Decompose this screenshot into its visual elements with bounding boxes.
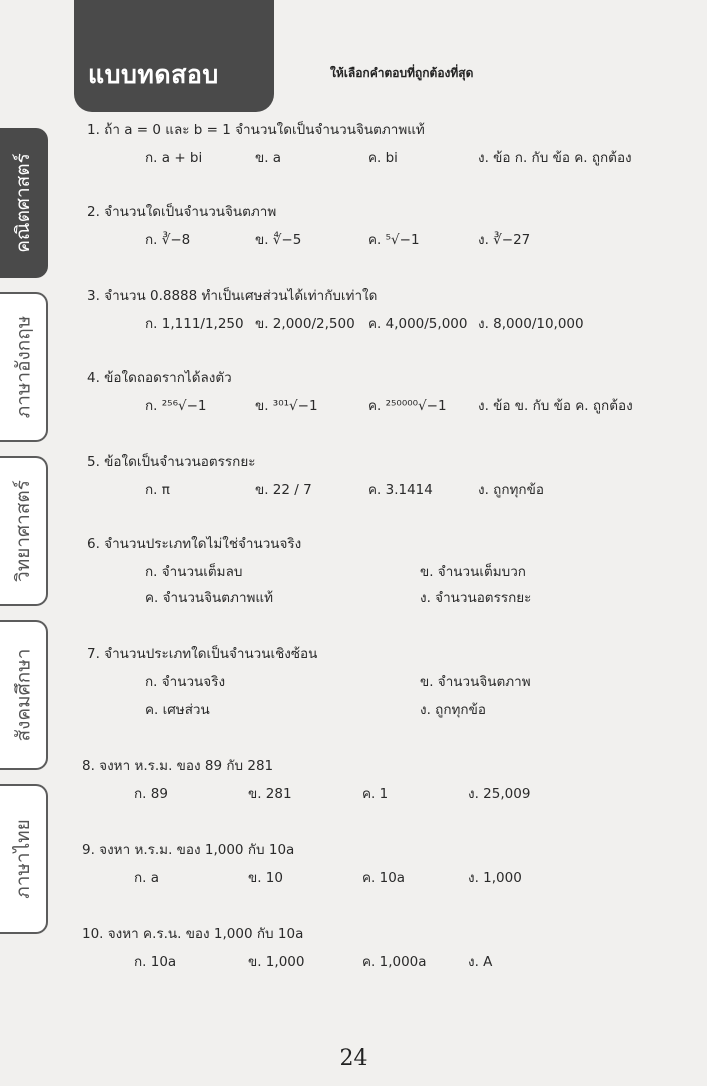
q6-option-a[interactable]: ก. จำนวนเต็มลบ bbox=[145, 564, 243, 580]
q1-option-c[interactable]: ค. bi bbox=[368, 150, 398, 166]
q7-option-b[interactable]: ข. จำนวนจินตภาพ bbox=[420, 674, 531, 690]
tab-label: ภาษาไทย bbox=[12, 819, 35, 899]
question-5: 5. ข้อใดเป็นจำนวนอตรรกยะ bbox=[87, 454, 256, 470]
tab-english[interactable] bbox=[0, 292, 48, 442]
q5-option-c[interactable]: ค. 3.1414 bbox=[368, 482, 433, 498]
question-7: 7. จำนวนประเภทใดเป็นจำนวนเชิงซ้อน bbox=[87, 646, 318, 662]
q9-option-c[interactable]: ค. 10a bbox=[362, 870, 406, 886]
q3-option-a[interactable]: ก. 1,111/1,250 bbox=[145, 316, 244, 332]
q8-option-d[interactable]: ง. 25,009 bbox=[468, 786, 531, 802]
question-2: 2. จำนวนใดเป็นจำนวนจินตภาพ bbox=[87, 204, 277, 220]
tab-thai[interactable] bbox=[0, 784, 48, 934]
q7-option-c[interactable]: ค. เศษส่วน bbox=[145, 702, 210, 718]
q10-option-c[interactable]: ค. 1,000a bbox=[362, 954, 427, 970]
q8-option-c[interactable]: ค. 1 bbox=[362, 786, 389, 802]
q10-option-d[interactable]: ง. A bbox=[468, 954, 493, 970]
question-4: 4. ข้อใดถอดรากได้ลงตัว bbox=[87, 370, 232, 386]
question-9: 9. จงหา ห.ร.ม. ของ 1,000 กับ 10a bbox=[82, 842, 295, 858]
page-number: 24 bbox=[339, 1046, 368, 1071]
question-6: 6. จำนวนประเภทใดไม่ใช่จำนวนจริง bbox=[87, 536, 302, 552]
q1-option-a[interactable]: ก. a + bi bbox=[145, 150, 203, 166]
q4-option-d[interactable]: ง. ข้อ ข. กับ ข้อ ค. ถูกต้อง bbox=[478, 398, 633, 414]
q7-option-d[interactable]: ง. ถูกทุกข้อ bbox=[420, 702, 486, 718]
instruction-text: ให้เลือกคำตอบที่ถูกต้องที่สุด bbox=[330, 66, 474, 80]
q3-option-d[interactable]: ง. 8,000/10,000 bbox=[478, 316, 584, 332]
q10-option-b[interactable]: ข. 1,000 bbox=[248, 954, 305, 970]
tab-science[interactable] bbox=[0, 456, 48, 606]
q2-option-c[interactable]: ค. ⁵√−1 bbox=[368, 232, 420, 248]
q3-option-c[interactable]: ค. 4,000/5,000 bbox=[368, 316, 468, 332]
q8-option-b[interactable]: ข. 281 bbox=[248, 786, 292, 802]
q8-option-a[interactable]: ก. 89 bbox=[134, 786, 168, 802]
q4-option-a[interactable]: ก. ²⁵⁶√−1 bbox=[145, 398, 207, 414]
q1-option-d[interactable]: ง. ข้อ ก. กับ ข้อ ค. ถูกต้อง bbox=[478, 150, 632, 166]
question-3: 3. จำนวน 0.8888 ทำเป็นเศษส่วนได้เท่ากับเท่าใด bbox=[87, 288, 378, 304]
tab-math[interactable] bbox=[0, 128, 48, 278]
q2-option-a[interactable]: ก. ∛−8 bbox=[145, 232, 191, 248]
q6-option-c[interactable]: ค. จำนวนจินตภาพแท้ bbox=[145, 590, 274, 606]
tab-label: ภาษาอังกฤษ bbox=[12, 315, 35, 419]
q2-option-d[interactable]: ง. ∛−27 bbox=[478, 232, 531, 248]
q9-option-b[interactable]: ข. 10 bbox=[248, 870, 283, 886]
q5-option-a[interactable]: ก. π bbox=[145, 482, 170, 498]
q6-option-b[interactable]: ข. จำนวนเต็มบวก bbox=[420, 564, 526, 580]
tab-label: วิทยาศาสตร์ bbox=[12, 480, 34, 582]
q1-option-b[interactable]: ข. a bbox=[255, 150, 282, 166]
question-8: 8. จงหา ห.ร.ม. ของ 89 กับ 281 bbox=[82, 758, 274, 774]
q5-option-d[interactable]: ง. ถูกทุกข้อ bbox=[478, 482, 544, 498]
q4-option-b[interactable]: ข. ³⁰¹√−1 bbox=[255, 398, 318, 414]
q2-option-b[interactable]: ข. ∜−5 bbox=[255, 232, 302, 248]
tab-label: คณิตศาสตร์ bbox=[12, 153, 35, 253]
q7-option-a[interactable]: ก. จำนวนจริง bbox=[145, 674, 226, 690]
tab-label: สังคมศึกษา bbox=[12, 648, 34, 742]
q4-option-c[interactable]: ค. ²⁵⁰⁰⁰⁰√−1 bbox=[368, 398, 447, 414]
question-1: 1. ถ้า a = 0 และ b = 1 จำนวนใดเป็นจำนวนจินตภาพแท้ bbox=[87, 122, 425, 138]
question-10: 10. จงหา ค.ร.น. ของ 1,000 กับ 10a bbox=[82, 926, 304, 942]
page-title: แบบทดสอบ bbox=[88, 60, 219, 89]
q5-option-b[interactable]: ข. 22 / 7 bbox=[255, 482, 312, 498]
q10-option-a[interactable]: ก. 10a bbox=[134, 954, 177, 970]
q9-option-d[interactable]: ง. 1,000 bbox=[468, 870, 522, 886]
q9-option-a[interactable]: ก. a bbox=[134, 870, 160, 886]
tab-social[interactable] bbox=[0, 620, 48, 770]
q6-option-d[interactable]: ง. จำนวนอตรรกยะ bbox=[420, 590, 532, 606]
q3-option-b[interactable]: ข. 2,000/2,500 bbox=[255, 316, 355, 332]
